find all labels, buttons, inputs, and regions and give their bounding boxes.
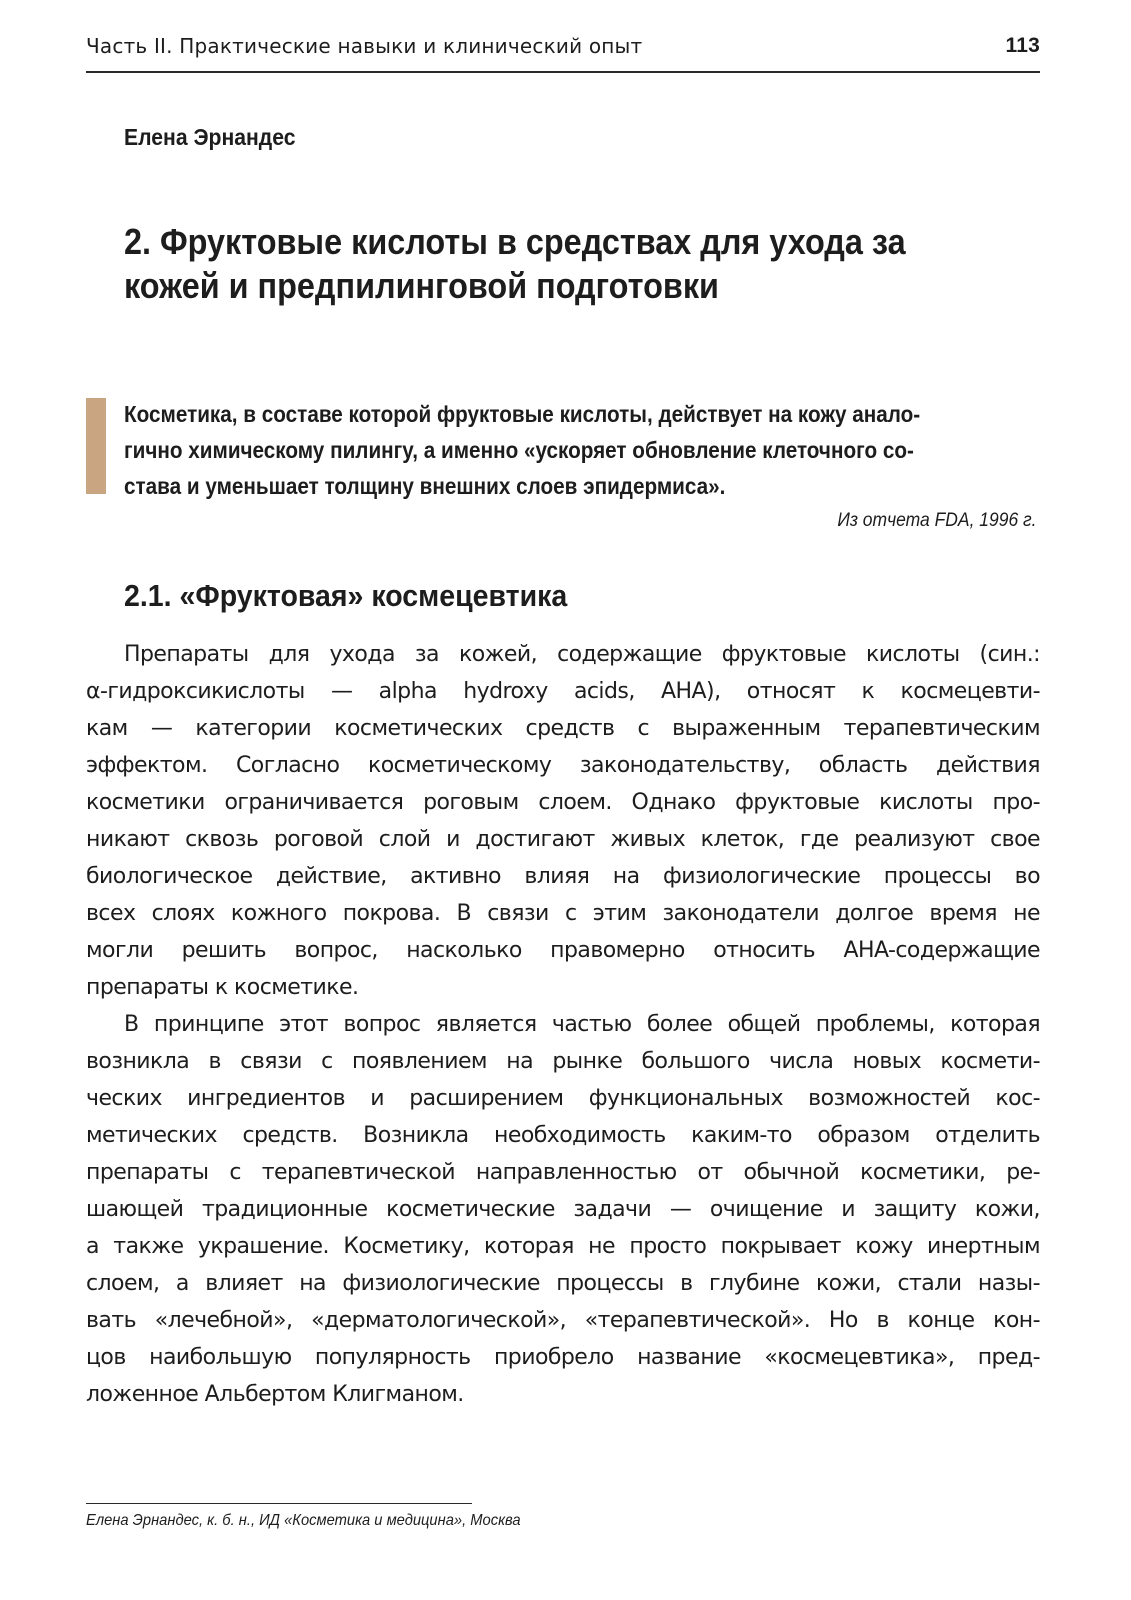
- epigraph-line: става и уменьшает толщину внешних слоев эпидермиса».: [124, 473, 726, 499]
- chapter-author: Елена Эрнандес: [124, 124, 296, 150]
- epigraph-accent-bar: [86, 398, 106, 494]
- text-line: слоем, а влияет на физиологические процессы в глубине кожи, стали назы-: [86, 1271, 1040, 1296]
- footnote: Елена Эрнандес, к. б. н., ИД «Косметика и медицина», Москва: [86, 1512, 521, 1529]
- text-line: препараты к косметике.: [86, 975, 359, 1000]
- text-line: В принципе этот вопрос является частью более общей проблемы, которая: [124, 1012, 1040, 1037]
- text-line: косметики ограничивается роговым слоем. Однако фруктовые кислоты про-: [86, 790, 1040, 815]
- text-line: никают сквозь роговой слой и достигают живых клеток, где реализуют свое: [86, 827, 1040, 852]
- text-line: Препараты для ухода за кожей, содержащие фруктовые кислоты (син.:: [124, 642, 1040, 667]
- epigraph-quote: [124, 396, 1033, 504]
- text-line: вать «лечебной», «дерматологической», «терапевтической». Но в конце кон-: [86, 1308, 1040, 1333]
- text-line: кам — категории косметических средств с выраженным терапевтическим: [86, 716, 1040, 741]
- section-title: 2.1. «Фруктовая» космецевтика: [124, 578, 568, 613]
- text-line: шающей традиционные косметические задачи — очищение и защиту кожи,: [86, 1197, 1040, 1222]
- epigraph-line: гично химическому пилингу, а именно «ускоряет обновление клеточного со-: [124, 437, 914, 463]
- text-line: ложенное Альбертом Клигманом.: [86, 1382, 464, 1407]
- text-line: эффектом. Согласно косметическому законодательству, область действия: [86, 753, 1040, 778]
- running-header-part: Часть II. Практические навыки и клинический опыт: [86, 34, 643, 58]
- paragraph: [86, 636, 1040, 1006]
- body-text: [86, 636, 1040, 1413]
- text-line: α-гидроксикислоты — alpha hydroxy acids, AHA), относят к космецевти-: [86, 679, 1040, 704]
- text-line: ческих ингредиентов и расширением функциональных возможностей кос-: [86, 1086, 1040, 1111]
- epigraph-source: Из отчета FDA, 1996 г.: [836, 510, 1036, 531]
- chapter-title-line: 2. Фруктовые кислоты в средствах для ухода за: [124, 221, 906, 262]
- text-line: цов наибольшую популярность приобрело название «космецевтика», пред-: [86, 1345, 1040, 1370]
- paragraph: [86, 1006, 1040, 1413]
- footnote-rule: [86, 1503, 472, 1504]
- text-line: а также украшение. Косметику, которая не просто покрывает кожу инертным: [86, 1234, 1040, 1259]
- chapter-title: [124, 220, 1024, 308]
- header-rule: [86, 71, 1040, 73]
- running-header: [86, 34, 1040, 64]
- chapter-title-line: кожей и предпилинговой подготовки: [124, 265, 719, 306]
- text-line: метических средств. Возникла необходимость каким-то образом отделить: [86, 1123, 1040, 1148]
- text-line: могли решить вопрос, насколько правомерно относить AHA-содержащие: [86, 938, 1040, 963]
- text-line: препараты с терапевтической направленностью от обычной косметики, ре-: [86, 1160, 1040, 1185]
- text-line: всех слоях кожного покрова. В связи с этим законодатели долгое время не: [86, 901, 1040, 926]
- text-line: биологическое действие, активно влияя на физиологические процессы во: [86, 864, 1040, 889]
- page-number: 113: [1005, 34, 1040, 57]
- text-line: возникла в связи с появлением на рынке большого числа новых космети-: [86, 1049, 1040, 1074]
- epigraph-line: Косметика, в составе которой фруктовые кислоты, действует на кожу анало-: [124, 401, 921, 427]
